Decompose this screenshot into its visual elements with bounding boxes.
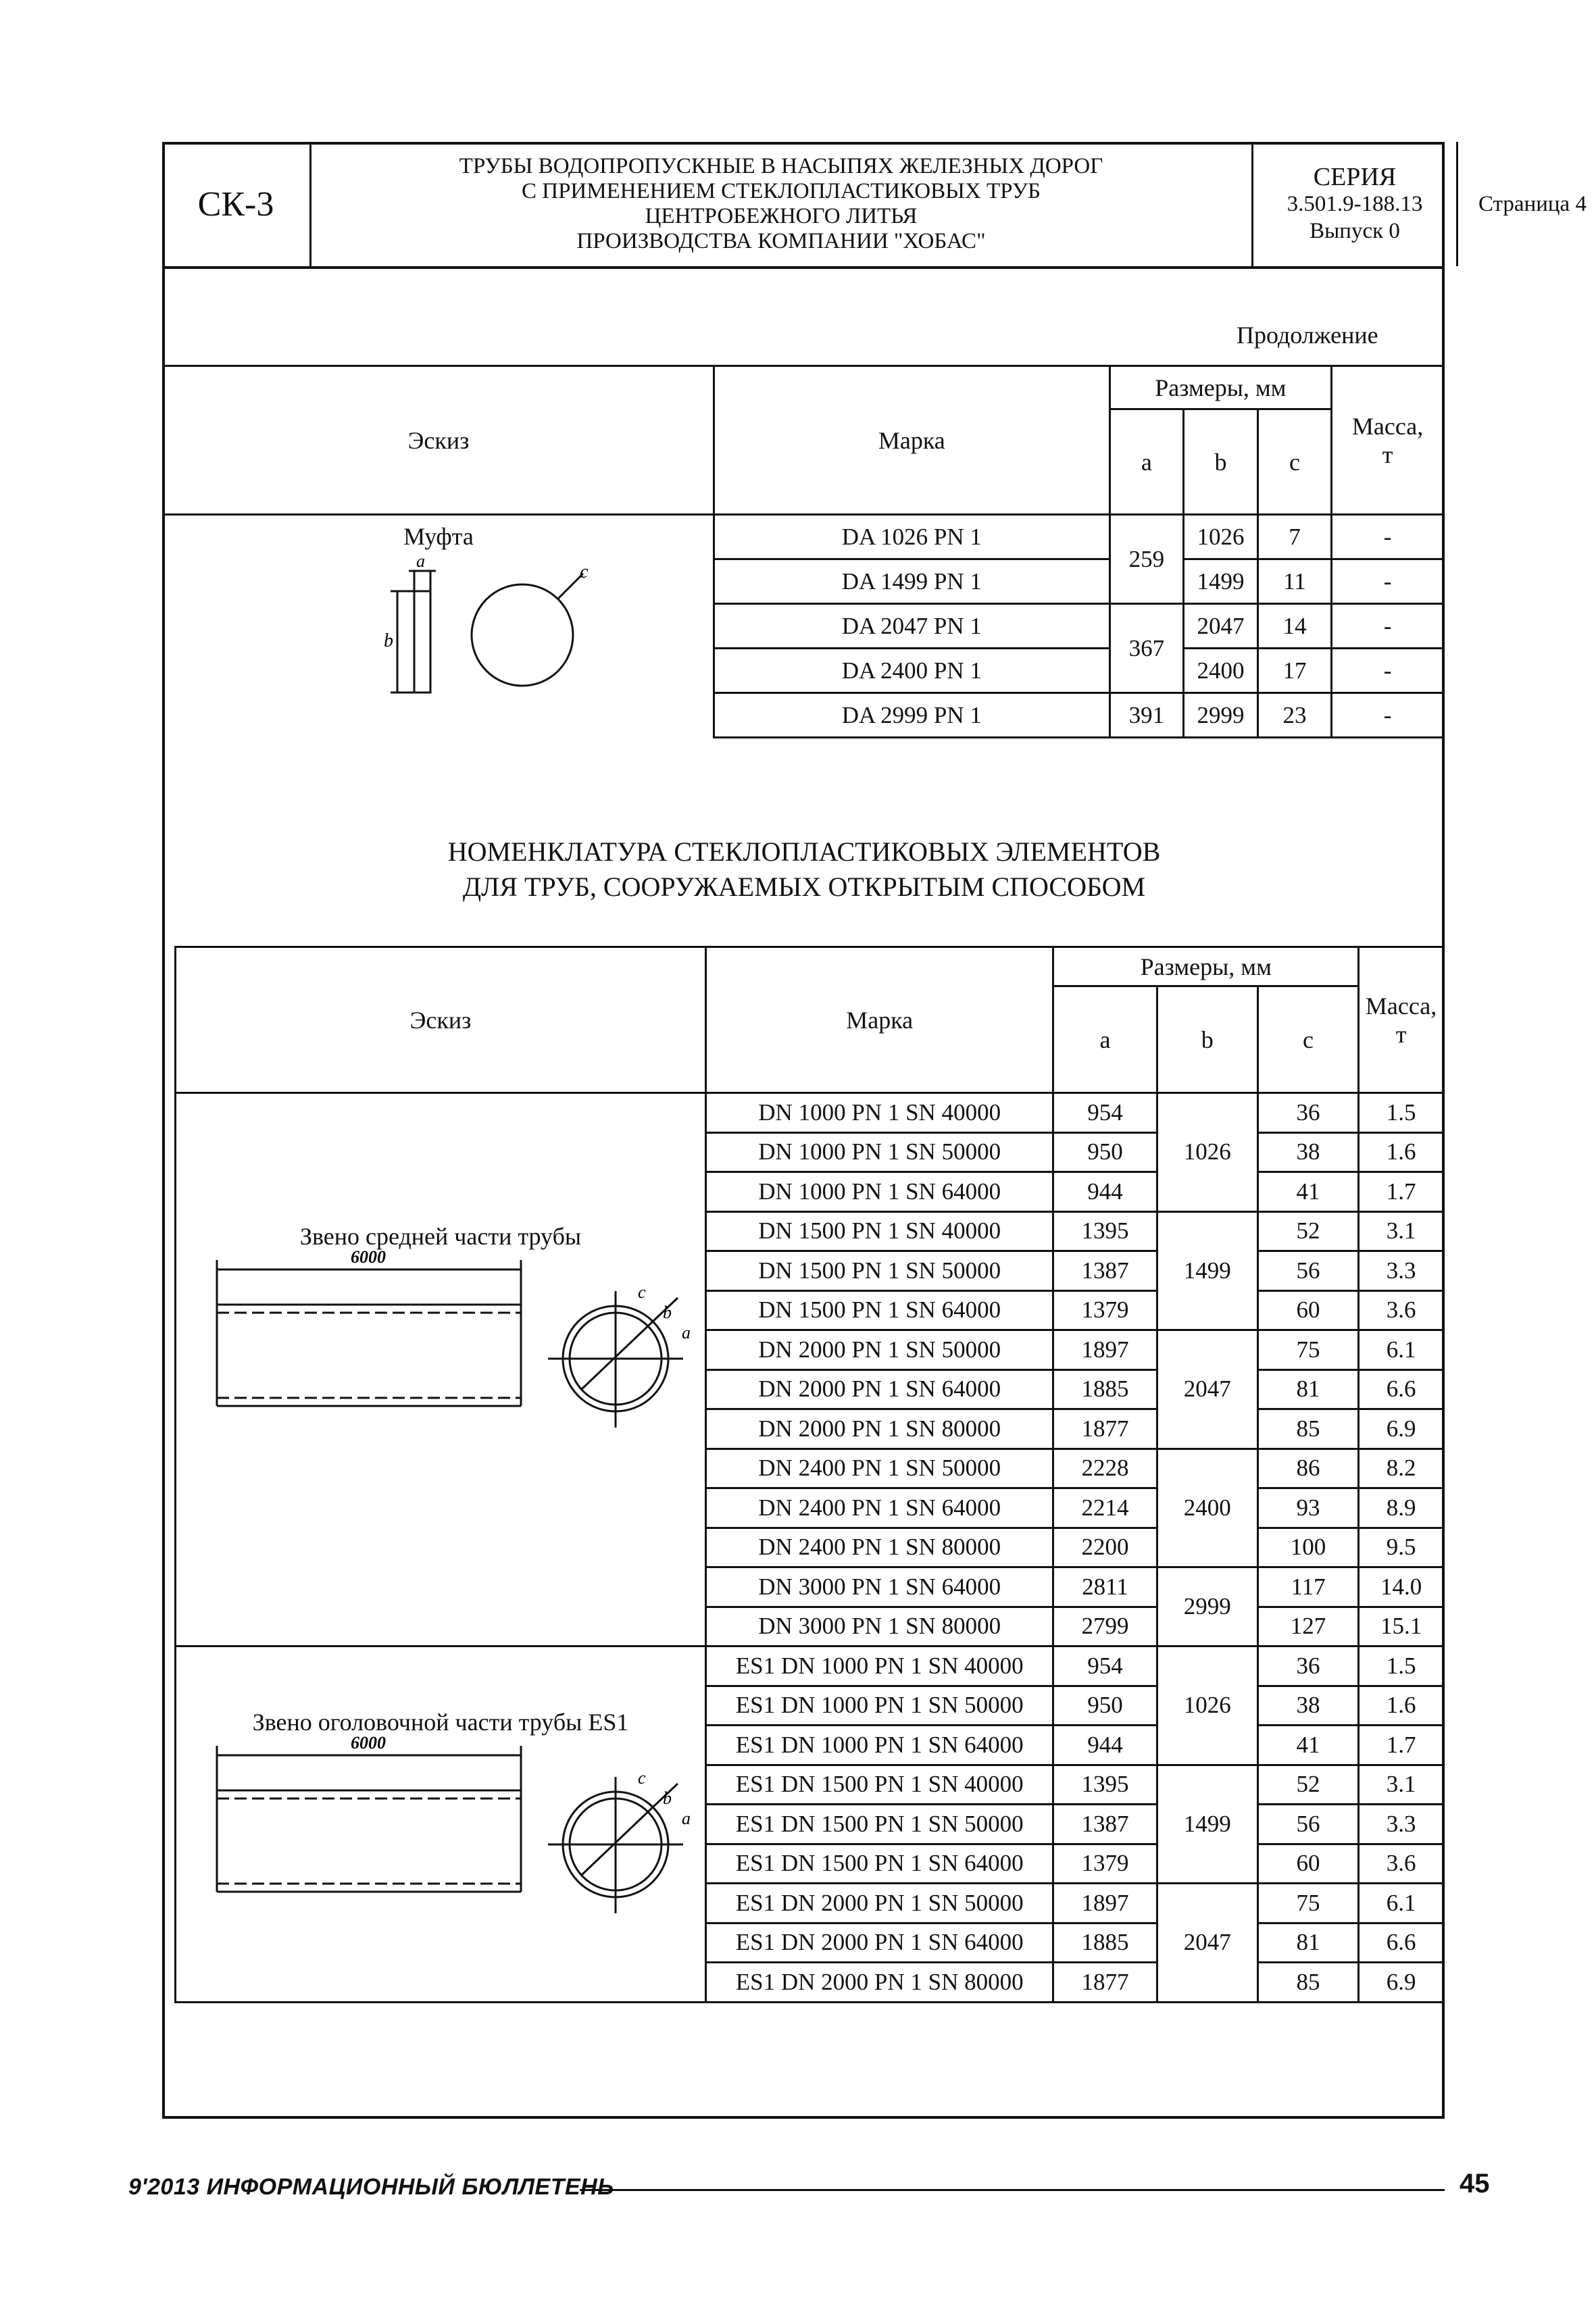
series-label: СЕРИЯ (1313, 163, 1397, 191)
pipe-drawing (176, 1251, 705, 1433)
a-cell: 1395 (1053, 1765, 1157, 1805)
title-line: С ПРИМЕНЕНИЕМ СТЕКЛОПЛАСТИКОВЫХ ТРУБ (521, 179, 1041, 203)
b-cell: 1499 (1157, 1765, 1257, 1884)
c-cell: 38 (1257, 1686, 1358, 1726)
col-header-mark: Марка (706, 947, 1053, 1093)
mass-cell: 3.3 (1359, 1805, 1444, 1844)
mark-cell: DA 1499 PN 1 (714, 559, 1110, 604)
mass-cell: 6.9 (1359, 1963, 1444, 2003)
c-cell: 127 (1257, 1607, 1358, 1646)
mark-cell: DN 3000 PN 1 SN 80000 (706, 1607, 1053, 1646)
a-cell: 1897 (1053, 1884, 1157, 1923)
col-header-mass: Масса, т (1359, 947, 1444, 1093)
mark-cell: DN 1000 PN 1 SN 50000 (706, 1132, 1053, 1172)
b-cell: 1026 (1184, 515, 1258, 559)
mark-cell: DA 2047 PN 1 (714, 604, 1110, 649)
b-cell: 2400 (1184, 649, 1258, 693)
c-cell: 17 (1257, 649, 1331, 693)
title-line: ЦЕНТРОБЕЖНОГО ЛИТЬЯ (645, 204, 918, 228)
col-header-sizes: Размеры, мм (1053, 947, 1359, 986)
a-cell: 1387 (1053, 1805, 1157, 1844)
sketch-label: Звено средней части трубы (299, 1223, 582, 1250)
a-cell: 944 (1053, 1172, 1157, 1212)
mass-cell: 1.7 (1359, 1726, 1444, 1765)
pipe-drawing (176, 1736, 705, 1919)
mass-cell: 9.5 (1359, 1528, 1444, 1567)
mark-cell: DA 2400 PN 1 (714, 649, 1110, 693)
c-cell: 60 (1257, 1290, 1358, 1330)
mark-cell: DN 2000 PN 1 SN 50000 (706, 1330, 1053, 1370)
mass-cell: 6.6 (1359, 1923, 1444, 1963)
mark-cell: ES1 DN 1000 PN 1 SN 50000 (706, 1686, 1053, 1726)
sheet-code: СК-3 (197, 184, 274, 224)
c-cell: 38 (1257, 1132, 1358, 1172)
c-cell: 11 (1257, 559, 1331, 604)
dim-a-label: a (416, 551, 425, 571)
mass-cell: 8.2 (1359, 1449, 1444, 1488)
c-cell: 7 (1257, 515, 1331, 559)
c-cell: 85 (1257, 1963, 1358, 2003)
mark-cell: ES1 DN 1500 PN 1 SN 40000 (706, 1765, 1053, 1805)
title-block (162, 142, 1587, 269)
col-header-a: a (1053, 986, 1157, 1093)
dim-a-label: a (682, 1809, 691, 1828)
mark-cell: ES1 DN 2000 PN 1 SN 50000 (706, 1884, 1053, 1923)
title-line: ПРОИЗВОДСТВА КОМПАНИИ "ХОБАС" (576, 229, 986, 253)
sketch-label: Муфта (403, 523, 474, 550)
c-cell: 41 (1257, 1726, 1358, 1765)
col-header-sizes: Размеры, мм (1109, 366, 1332, 409)
mark-cell: DN 2400 PN 1 SN 64000 (706, 1488, 1053, 1528)
b-cell: 1026 (1157, 1093, 1257, 1212)
nomenclature-heading (176, 834, 1432, 905)
divider (309, 142, 311, 266)
b-cell: 1026 (1157, 1646, 1257, 1765)
a-cell: 2799 (1053, 1607, 1157, 1646)
page-number: 45 (1460, 2169, 1490, 2198)
c-cell: 81 (1257, 1923, 1358, 1963)
mass-cell: 3.6 (1359, 1290, 1444, 1330)
mark-cell: ES1 DN 2000 PN 1 SN 80000 (706, 1963, 1053, 2003)
title-line: ТРУБЫ ВОДОПРОПУСКНЫЕ В НАСЫПЯХ ЖЕЛЕЗНЫХ ДОРОГ (459, 154, 1103, 178)
mark-cell: ES1 DN 1500 PN 1 SN 64000 (706, 1844, 1053, 1884)
col-header-c: c (1257, 986, 1358, 1093)
b-cell: 2047 (1157, 1884, 1257, 2003)
mark-cell: DN 2400 PN 1 SN 50000 (706, 1449, 1053, 1488)
sketch-coupling (164, 515, 714, 738)
mass-cell: 3.3 (1359, 1251, 1444, 1291)
c-cell: 86 (1257, 1449, 1358, 1488)
col-header-b: b (1157, 986, 1257, 1093)
sketch-middle-section (176, 1093, 706, 1646)
mass-cell: - (1332, 693, 1444, 738)
mass-cell: 8.9 (1359, 1488, 1444, 1528)
heading-line: ДЛЯ ТРУБ, СООРУЖАЕМЫХ ОТКРЫТЫМ СПОСОБОМ (462, 872, 1146, 902)
a-cell: 1395 (1053, 1211, 1157, 1251)
mark-cell: ES1 DN 2000 PN 1 SN 64000 (706, 1923, 1053, 1963)
mass-cell: - (1332, 515, 1444, 559)
mass-cell: 15.1 (1359, 1607, 1444, 1646)
c-cell: 52 (1257, 1765, 1358, 1805)
sketch-label: Звено оголовочной части трубы ES1 (252, 1709, 629, 1736)
a-cell: 2200 (1053, 1528, 1157, 1567)
mark-cell: ES1 DN 1500 PN 1 SN 50000 (706, 1805, 1053, 1844)
col-header-sketch: Эскиз (164, 366, 714, 515)
a-cell: 1885 (1053, 1369, 1157, 1409)
mass-cell: - (1332, 604, 1444, 649)
mass-cell: 6.1 (1359, 1330, 1444, 1370)
c-cell: 56 (1257, 1251, 1358, 1291)
mark-cell: DA 2999 PN 1 (714, 693, 1110, 738)
a-cell: 367 (1109, 604, 1184, 693)
c-cell: 117 (1257, 1567, 1358, 1607)
table-row (176, 1093, 1444, 1133)
c-cell: 23 (1257, 693, 1331, 738)
mass-cell: 3.6 (1359, 1844, 1444, 1884)
b-cell: 2999 (1184, 693, 1258, 738)
b-cell: 1499 (1157, 1211, 1257, 1330)
mark-cell: DN 2000 PN 1 SN 80000 (706, 1409, 1053, 1449)
col-header-c: c (1257, 409, 1331, 515)
mark-cell: DN 1500 PN 1 SN 50000 (706, 1251, 1053, 1291)
length-dim-label: 6000 (351, 1736, 386, 1753)
a-cell: 944 (1053, 1726, 1157, 1765)
a-cell: 950 (1053, 1132, 1157, 1172)
mass-cell: 3.1 (1359, 1765, 1444, 1805)
c-cell: 93 (1257, 1488, 1358, 1528)
a-cell: 391 (1109, 693, 1184, 738)
a-cell: 1877 (1053, 1409, 1157, 1449)
dim-c-label: c (580, 561, 589, 582)
bulletin-issue: 9'2013 ИНФОРМАЦИОННЫЙ БЮЛЛЕТЕНЬ (128, 2174, 614, 2200)
mark-cell: DN 1000 PN 1 SN 64000 (706, 1172, 1053, 1212)
a-cell: 1379 (1053, 1844, 1157, 1884)
mass-cell: - (1332, 559, 1444, 604)
mass-cell: 1.6 (1359, 1132, 1444, 1172)
dim-b-label: b (663, 1303, 672, 1322)
mass-cell: 1.6 (1359, 1686, 1444, 1726)
document-title (312, 142, 1250, 266)
b-cell: 1499 (1184, 559, 1258, 604)
c-cell: 60 (1257, 1844, 1358, 1884)
page-label: Страница 4 (1478, 191, 1587, 216)
a-cell: 1877 (1053, 1963, 1157, 2003)
mass-cell: 6.6 (1359, 1369, 1444, 1409)
col-header-b: b (1184, 409, 1258, 515)
series-number: 3.501.9-188.13 (1287, 192, 1423, 216)
issue-label: Выпуск 0 (1310, 219, 1400, 243)
mass-cell: 1.5 (1359, 1093, 1444, 1133)
mass-cell: 6.1 (1359, 1884, 1444, 1923)
mark-cell: DN 1000 PN 1 SN 40000 (706, 1093, 1053, 1133)
mass-cell: 1.7 (1359, 1172, 1444, 1212)
b-cell: 2047 (1157, 1330, 1257, 1449)
b-cell: 2047 (1184, 604, 1258, 649)
a-cell: 1897 (1053, 1330, 1157, 1370)
mark-cell: ES1 DN 1000 PN 1 SN 40000 (706, 1646, 1053, 1686)
col-header-sketch: Эскиз (176, 947, 706, 1093)
mass-cell: 3.1 (1359, 1211, 1444, 1251)
a-cell: 1885 (1053, 1923, 1157, 1963)
c-cell: 85 (1257, 1409, 1358, 1449)
coupling-drawing (164, 551, 713, 726)
b-cell: 2400 (1157, 1449, 1257, 1567)
coupling-table (162, 365, 1445, 738)
a-cell: 2214 (1053, 1488, 1157, 1528)
a-cell: 259 (1109, 515, 1184, 604)
dim-a-label: a (682, 1323, 691, 1342)
a-cell: 2811 (1053, 1567, 1157, 1607)
a-cell: 2228 (1053, 1449, 1157, 1488)
a-cell: 950 (1053, 1686, 1157, 1726)
c-cell: 75 (1257, 1884, 1358, 1923)
c-cell: 36 (1257, 1646, 1358, 1686)
a-cell: 954 (1053, 1093, 1157, 1133)
c-cell: 75 (1257, 1330, 1358, 1370)
mark-cell: DN 3000 PN 1 SN 64000 (706, 1567, 1053, 1607)
c-cell: 100 (1257, 1528, 1358, 1567)
elements-table (174, 946, 1445, 2003)
table-row (176, 1646, 1444, 1686)
c-cell: 52 (1257, 1211, 1358, 1251)
a-cell: 1379 (1053, 1290, 1157, 1330)
mark-cell: DN 1500 PN 1 SN 64000 (706, 1290, 1053, 1330)
mark-cell: DN 1500 PN 1 SN 40000 (706, 1211, 1053, 1251)
c-cell: 14 (1257, 604, 1331, 649)
series-info (1253, 142, 1456, 266)
mark-cell: DN 2400 PN 1 SN 80000 (706, 1528, 1053, 1567)
dim-b-label: b (663, 1788, 672, 1808)
col-header-mass: Масса, т (1332, 366, 1444, 515)
mark-cell: DN 2000 PN 1 SN 64000 (706, 1369, 1053, 1409)
col-header-a: a (1109, 409, 1184, 515)
c-cell: 81 (1257, 1369, 1358, 1409)
a-cell: 954 (1053, 1646, 1157, 1686)
footer-rule (580, 2189, 1445, 2191)
mass-cell: - (1332, 649, 1444, 693)
continuation-label: Продолжение (1237, 322, 1378, 349)
mark-cell: ES1 DN 1000 PN 1 SN 64000 (706, 1726, 1053, 1765)
dim-b-label: b (384, 630, 393, 651)
length-dim-label: 6000 (351, 1251, 386, 1267)
sketch-head-section (176, 1646, 706, 2003)
b-cell: 2999 (1157, 1567, 1257, 1646)
mass-cell: 6.9 (1359, 1409, 1444, 1449)
dim-c-label: c (638, 1282, 646, 1302)
mass-cell: 14.0 (1359, 1567, 1444, 1607)
dim-c-label: c (638, 1768, 646, 1788)
heading-line: НОМЕНКЛАТУРА СТЕКЛОПЛАСТИКОВЫХ ЭЛЕМЕНТОВ (447, 836, 1161, 867)
c-cell: 41 (1257, 1172, 1358, 1212)
mass-cell: 1.5 (1359, 1646, 1444, 1686)
c-cell: 56 (1257, 1805, 1358, 1844)
col-header-mark: Марка (714, 366, 1110, 515)
c-cell: 36 (1257, 1093, 1358, 1133)
a-cell: 1387 (1053, 1251, 1157, 1291)
mark-cell: DA 1026 PN 1 (714, 515, 1110, 559)
